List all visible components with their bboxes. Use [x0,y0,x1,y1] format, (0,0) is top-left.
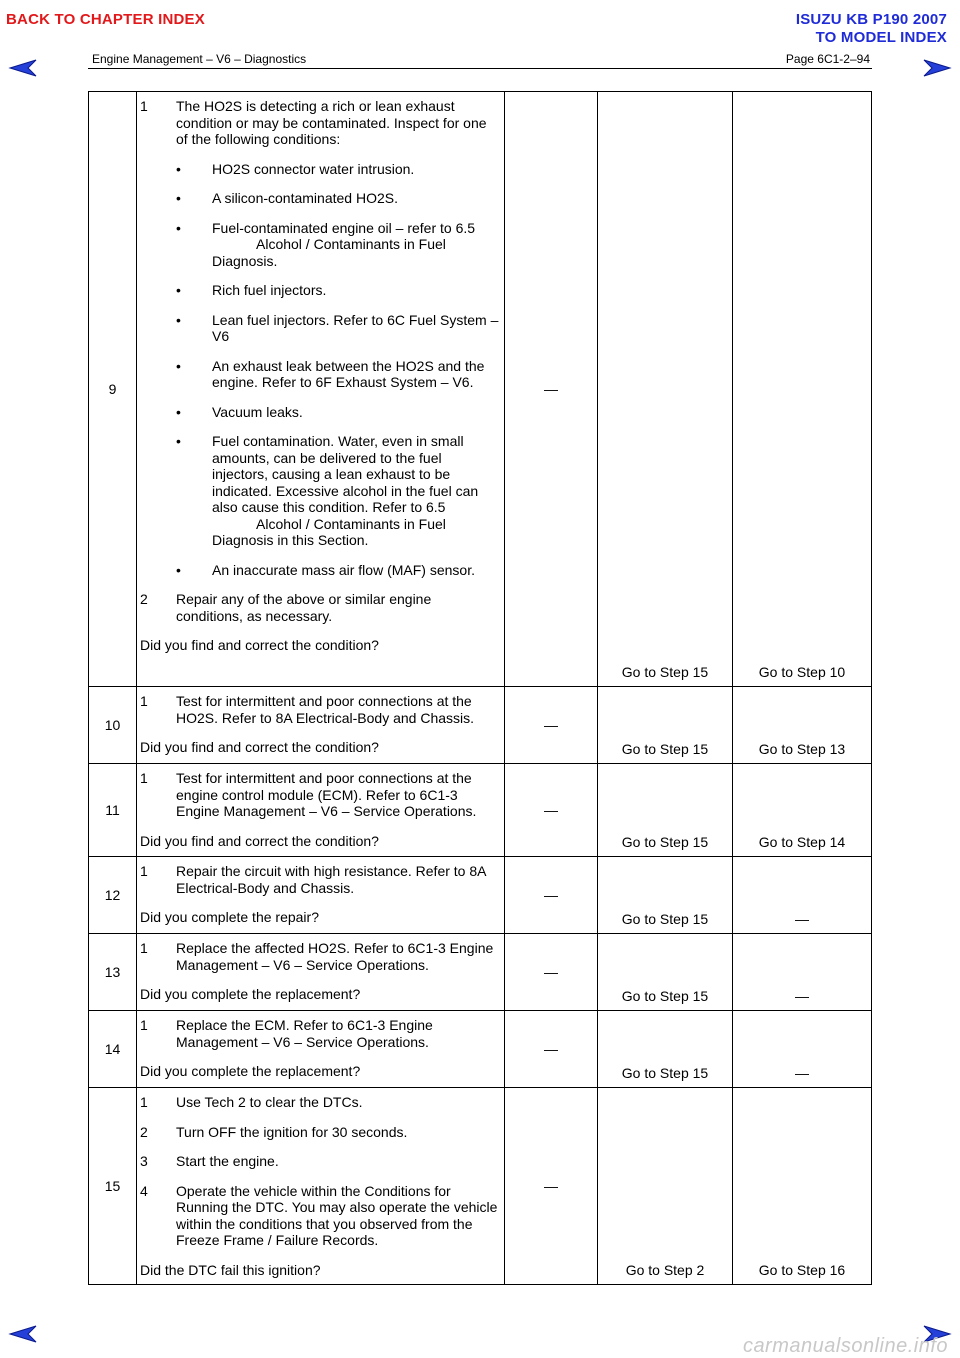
back-to-chapter-index-link[interactable]: BACK TO CHAPTER INDEX [6,11,205,28]
page-header-title: Engine Management – V6 – Diagnostics [92,52,307,66]
question-text: Did the DTC fail this ignition? [140,1261,321,1278]
question-text: Did you complete the repair? [140,909,319,925]
action-cell: 1 Test for intermittent and poor connections at the HO2S. Refer to 8A Electrical-Body and Chassis. Did you find and correct the condition? [137,687,505,764]
no-cell: — [733,934,872,1011]
arrow-left-icon[interactable] [8,58,38,78]
watermark: carmanualsonline.info [742,1335,948,1357]
question-text: Did you complete the replacement? [140,1063,361,1079]
question-text: Did you find and correct the condition? [140,832,379,849]
value-cell: — [505,934,598,1011]
table-row [89,92,872,687]
question-text: Did you find and correct the condition? [140,637,379,653]
step-number: 13 [89,934,137,1011]
yes-cell: Go to Step 15 [598,857,733,934]
value-cell: — [505,857,598,934]
table-row [89,1088,872,1285]
yes-cell: Go to Step 15 [598,934,733,1011]
page-number: Page 6C1-2–94 [785,52,870,66]
table-row [89,764,872,857]
table-row [89,1011,872,1088]
step-number: 12 [89,857,137,934]
yes-cell: Go to Step 15 [598,1011,733,1088]
question-text: Did you complete the replacement? [140,986,361,1002]
yes-cell: Go to Step 15 [598,687,733,764]
no-cell: — [733,857,872,934]
value-cell: — [505,92,598,687]
model-title: ISUZU KB P190 2007 [795,11,947,28]
arrow-left-icon[interactable] [8,1324,38,1344]
question-text: Did you find and correct the condition? [140,739,379,755]
table-row [89,687,872,764]
arrow-right-icon[interactable] [922,58,952,78]
step-number: 10 [89,687,137,764]
action-cell: 1 Test for intermittent and poor connections at the engine control module (ECM). Refer to 6C1-3 Engine Management – V6 – Service Operations. Did you find and correct the condition? [137,764,505,857]
no-cell: Go to Step 13 [733,687,872,764]
diagnostic-table [88,91,872,1285]
no-cell: Go to Step 14 [733,764,872,857]
action-cell: 1 Replace the ECM. Refer to 6C1-3 Engine Management – V6 – Service Operations. Did you complete the replacement? [137,1011,505,1088]
step-number: 9 [89,92,137,687]
step-number: 11 [89,764,137,857]
yes-cell: Go to Step 15 [598,92,733,687]
no-cell: Go to Step 16 [733,1088,872,1285]
yes-cell: Go to Step 15 [598,764,733,857]
value-cell: — [505,687,598,764]
step-number: 15 [89,1088,137,1285]
action-cell: 1 The HO2S is detecting a rich or lean exhaust condition or may be contaminated. Inspect for one of the following conditions: • HO2S connector water intrusion. • A silicon-contaminated HO2S. • Fuel-contaminated engine oil – refer to 6.5 Alcohol / Contaminants in Fuel Diagnosis. • Rich fuel injectors. • Lean fuel injectors. Refer to 6C Fuel System – V6 • An exhaust leak between the HO2S and the engine. Refer to 6F Exhaust System – V6. • Vacuum leaks. • Fuel contamination. Water, even in small amounts, can be delivered to the fuel injectors, causing a lean exhaust to be indicated. Excessive alcohol in the fuel can also cause this condition. Refer to 6.5 Alcohol / Contaminants in Fuel Diagnosis in this Section. • An inaccurate mass air flow (MAF) sensor. 2 Repair any of the above or similar engine conditions, as necessary. Did you find and correct the condition? [137,92,505,687]
step-number: 14 [89,1011,137,1088]
value-cell: — [505,1011,598,1088]
no-cell: — [733,1011,872,1088]
to-model-index-link[interactable]: TO MODEL INDEX [815,29,947,46]
table-row [89,934,872,1011]
yes-cell: Go to Step 2 [598,1088,733,1285]
action-cell: 1 Repair the circuit with high resistance. Refer to 8A Electrical-Body and Chassis. Did you complete the repair? [137,857,505,934]
table-row [89,857,872,934]
action-cell: 1 Use Tech 2 to clear the DTCs. 2 Turn OFF the ignition for 30 seconds. 3 Start the engine. 4 Operate the vehicle within the Conditions for Running the DTC. You may also operate the vehicle within the conditions that you observed from the Freeze Frame / Failure Records. Did the DTC fail this ignition? [137,1088,505,1285]
no-cell: Go to Step 10 [733,92,872,687]
value-cell: — [505,1088,598,1285]
action-cell: 1 Replace the affected HO2S. Refer to 6C1-3 Engine Management – V6 – Service Operations. Did you complete the replacement? [137,934,505,1011]
header-divider [88,68,872,69]
value-cell: — [505,764,598,857]
